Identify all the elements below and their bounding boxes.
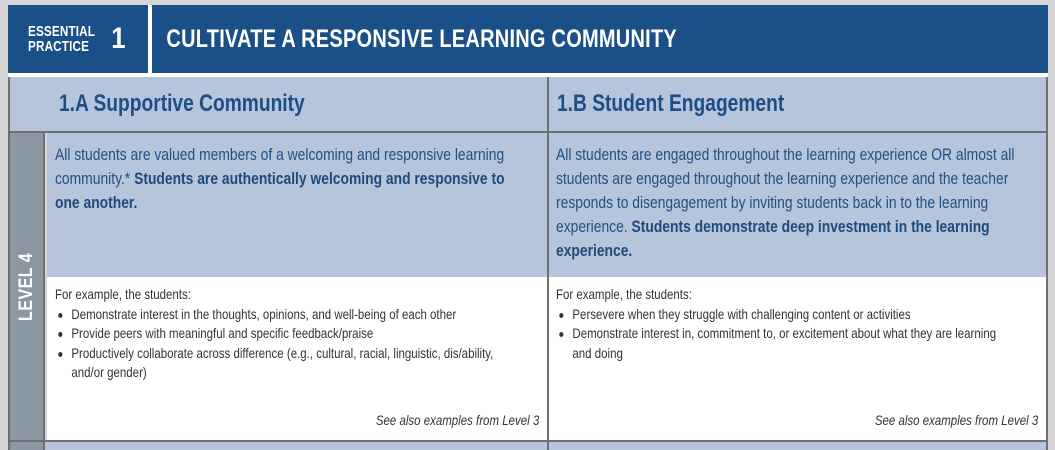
practice-header xyxy=(8,5,1048,73)
description-cell-1b xyxy=(547,133,1046,277)
next-level-column xyxy=(10,442,45,450)
list-item: Productively collaborate across difference (e.g., cultural, racial, linguistic, dis/ability, and/or gender) xyxy=(55,344,514,383)
rubric-table xyxy=(8,77,1048,450)
description-text xyxy=(556,143,1026,263)
column-heading-1b xyxy=(547,77,841,131)
level-column xyxy=(10,133,45,440)
examples-intro: For example, the students: xyxy=(556,286,692,302)
essential-practice-box xyxy=(8,5,152,73)
practice-number: 1 xyxy=(111,22,126,55)
description-cell-1a xyxy=(47,133,547,277)
see-also-note: See also examples from Level 3 xyxy=(874,412,1038,428)
list-item: Persevere when they struggle with challenging content or activities xyxy=(556,305,1015,325)
examples-list xyxy=(55,305,514,383)
column-heading-1a xyxy=(47,77,366,131)
practice-label-line2: PRACTICE xyxy=(28,38,90,55)
examples-cell-1b xyxy=(547,277,1046,440)
list-item: Demonstrate interest in the thoughts, opinions, and well-being of each other xyxy=(55,305,514,325)
examples-body xyxy=(556,285,1015,363)
level-label: LEVEL 4 xyxy=(15,252,37,321)
list-item: Provide peers with meaningful and specific feedback/praise xyxy=(55,324,514,344)
description-normal: All students are engaged throughout the learning experience OR almost all students are engaged throughout the learning experience and the teacher responds to disengagement by inviting students back in to the learning experience. xyxy=(556,146,1015,236)
heading-text: 1.B Student Engagement xyxy=(557,90,785,117)
practice-label-line1: ESSENTIAL xyxy=(28,23,96,40)
see-also-note: See also examples from Level 3 xyxy=(375,412,539,428)
column-divider xyxy=(547,442,549,450)
heading-text: 1.A Supportive Community xyxy=(59,90,305,117)
examples-list xyxy=(556,305,1015,364)
description-bold: Students demonstrate deep investment in the learning experience. xyxy=(556,218,990,260)
description-normal: All students are valued members of a welcoming and responsive learning community.* xyxy=(55,146,505,188)
description-text xyxy=(55,143,525,215)
examples-cell-1a xyxy=(47,277,547,440)
practice-title: CULTIVATE A RESPONSIVE LEARNING COMMUNITY xyxy=(166,24,677,53)
description-bold: Students are authentically welcoming and responsive to one another. xyxy=(55,170,505,212)
column-header-row xyxy=(10,77,1046,133)
next-level-row-partial xyxy=(10,440,1046,450)
essential-practice-label xyxy=(28,24,103,54)
list-item: Demonstrate interest in, commitment to, or excitement about what they are learning and doing xyxy=(556,324,1015,363)
examples-intro: For example, the students: xyxy=(55,286,191,302)
examples-body xyxy=(55,285,514,383)
